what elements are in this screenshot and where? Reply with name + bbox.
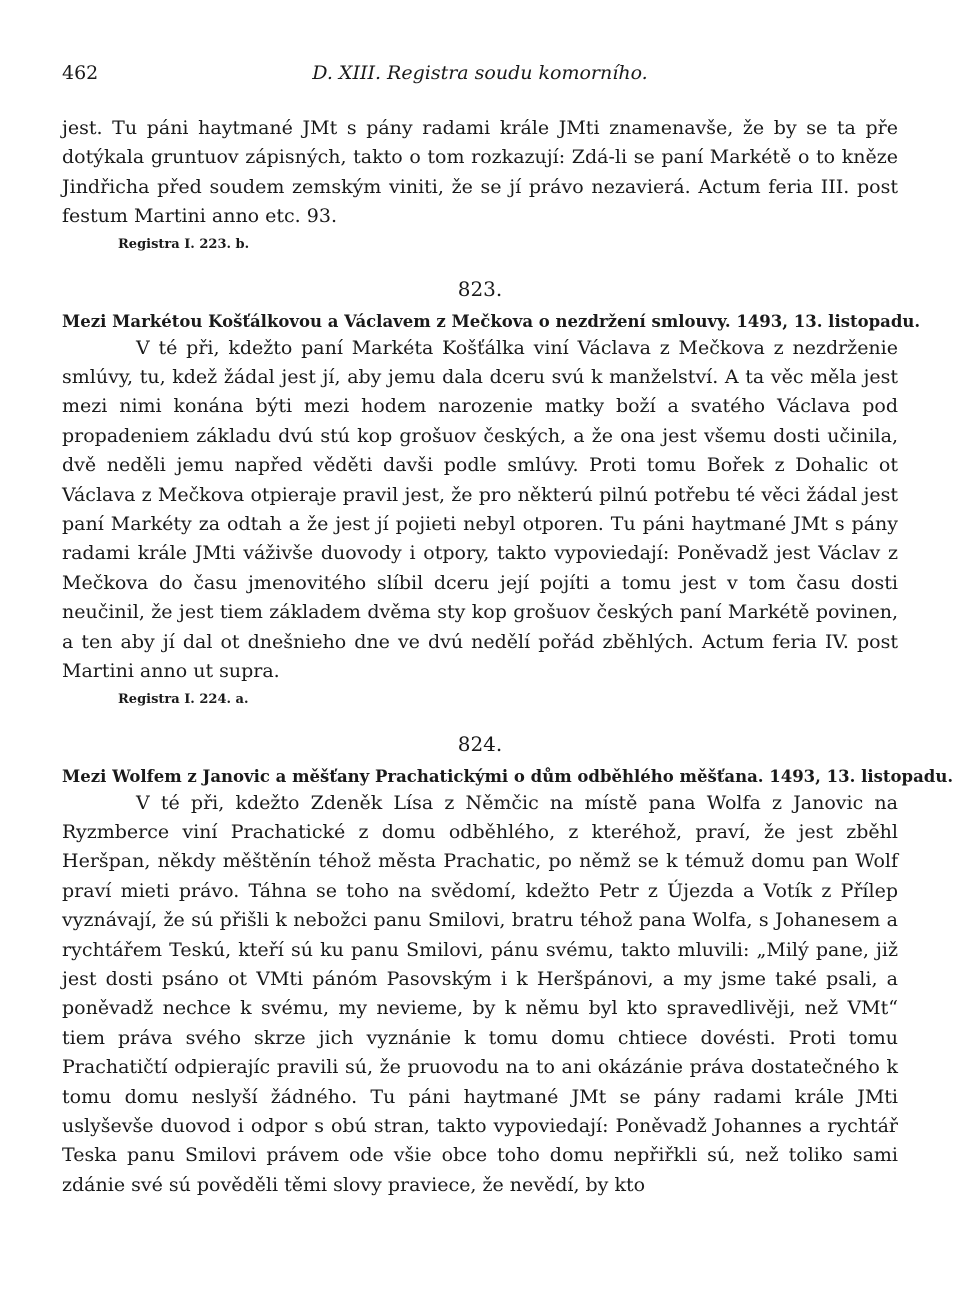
doc-823-summary: Mezi Markétou Košťálkovou a Václavem z Mečkova o nezdržení smlouvy. 1493, 13. listopadu. [62,311,921,331]
document-page [62,62,954,1200]
doc-823-registry: Registra I. 224. a. [118,691,249,707]
doc-822-text: jest. Tu páni haytmané JMt s pány radami krále JMti znamenavše, že by se ta pře dotýkala gruntuov zápisných, takto o tom rozkazují: Zdá-li se paní Markétě o to kněze Jindřicha před soudem zemským viniti, že se jí právo nezavierá. Actum feria III. post festum Martini anno etc. 93. [62,117,898,228]
doc-824-number: 824. [457,731,503,756]
page-header [62,62,898,92]
running-title: D. XIII. Registra soudu komorního. [312,62,648,84]
doc-822-registry: Registra I. 223. b. [118,236,250,252]
doc-824-text: V té při, kdežto Zdeněk Lísa z Němčic na místě pana Wolfa z Janovic na Ryzmberce viní Prachatické z domu odběhlého, z kteréhož, praví, že jest zběhl Heršpan, někdy měštěnín téhož města Prachatic, po němž se k témuž domu pan Wolf praví mieti právo. Táhna se toho na svědomí, kdežto Petr z Újezda a Votík z Přílep vyznávají, že sú přišli k nebožci panu Smilovi, bratru téhož pana Wolfa, s Johanesem a rychtářem Teskú, kteří sú ku panu Smilovi, pánu svému, takto mluvili: „Milý pane, již jest dosti psáno ot VMti pánóm Pasovským i k Heršpánovi, a my jsme také psali, a poněvadž nechce k svému, my nevieme, by k němu byl kto spravedlivěji, než VMt“ tiem práva svého skrze jich vyznánie k tomu domu chtiece dovésti. Proti tomu Prachatičtí odpierajíc pravili sú, že pruovodu na to ani okázánie práva dostatečného k tomu domu neslyší žádného. Tu páni haytmané JMt se pány radami krále JMti uslyševše duovod i odpor s obú stran, takto vypoviedají: Poněvadž Johannes a rychtář Teska panu Smilovi právem ode všie obce toho domu nepřiřkli sú, než toliko sami zdánie své sú pověděli těmi slovy praviece, že nevědí, by kto [62,791,898,1196]
doc-823-text: V té při, kdežto paní Markéta Košťálka viní Václava z Mečkova z nezdrženie smlúvy, tu, kdež žádal jest jí, aby jemu dala dceru svú k manželství. A ta věc měla jest mezi nimi konána býti mezi hodem narozenie matky boží a svatého Václava pod propadeniem základu dvú stú kop grošuov českých, a že ona jest všemu dosti učinila, dvě neděli jemu napřed věděti davši podle smlúvy. Proti tomu Bořek z Dohalic ot Václava z Mečkova otpieraje pravil jest, že pro některú pilnú potřebu té věci žádal jest paní Markéty za odtah a že jest jí pojieti nebyl otporen. Tu páni haytmané JMt s pány radami krále JMti váživše duovody i otpory, takto vypoviedají: Poněvadž jest Václav z Mečkova do času jmenovitého slíbil dceru její pojíti a tomu jest v tom času dosti neučinil, že jest tiem základem dvěma sty kop grošuov českých paní Markétě povinen, a ten aby jí dal ot dnešnieho dne ve dvú nedělí pořád zběhlých. Actum feria IV. post Martini anno ut supra. [62,336,898,683]
doc-824-summary: Mezi Wolfem z Janovic a měšťany Prachatickými o dům odběhlého měšťana. 1493, 13. listopadu. [62,766,954,786]
doc-823-number: 823. [457,276,503,301]
page-number: 462 [62,62,99,84]
